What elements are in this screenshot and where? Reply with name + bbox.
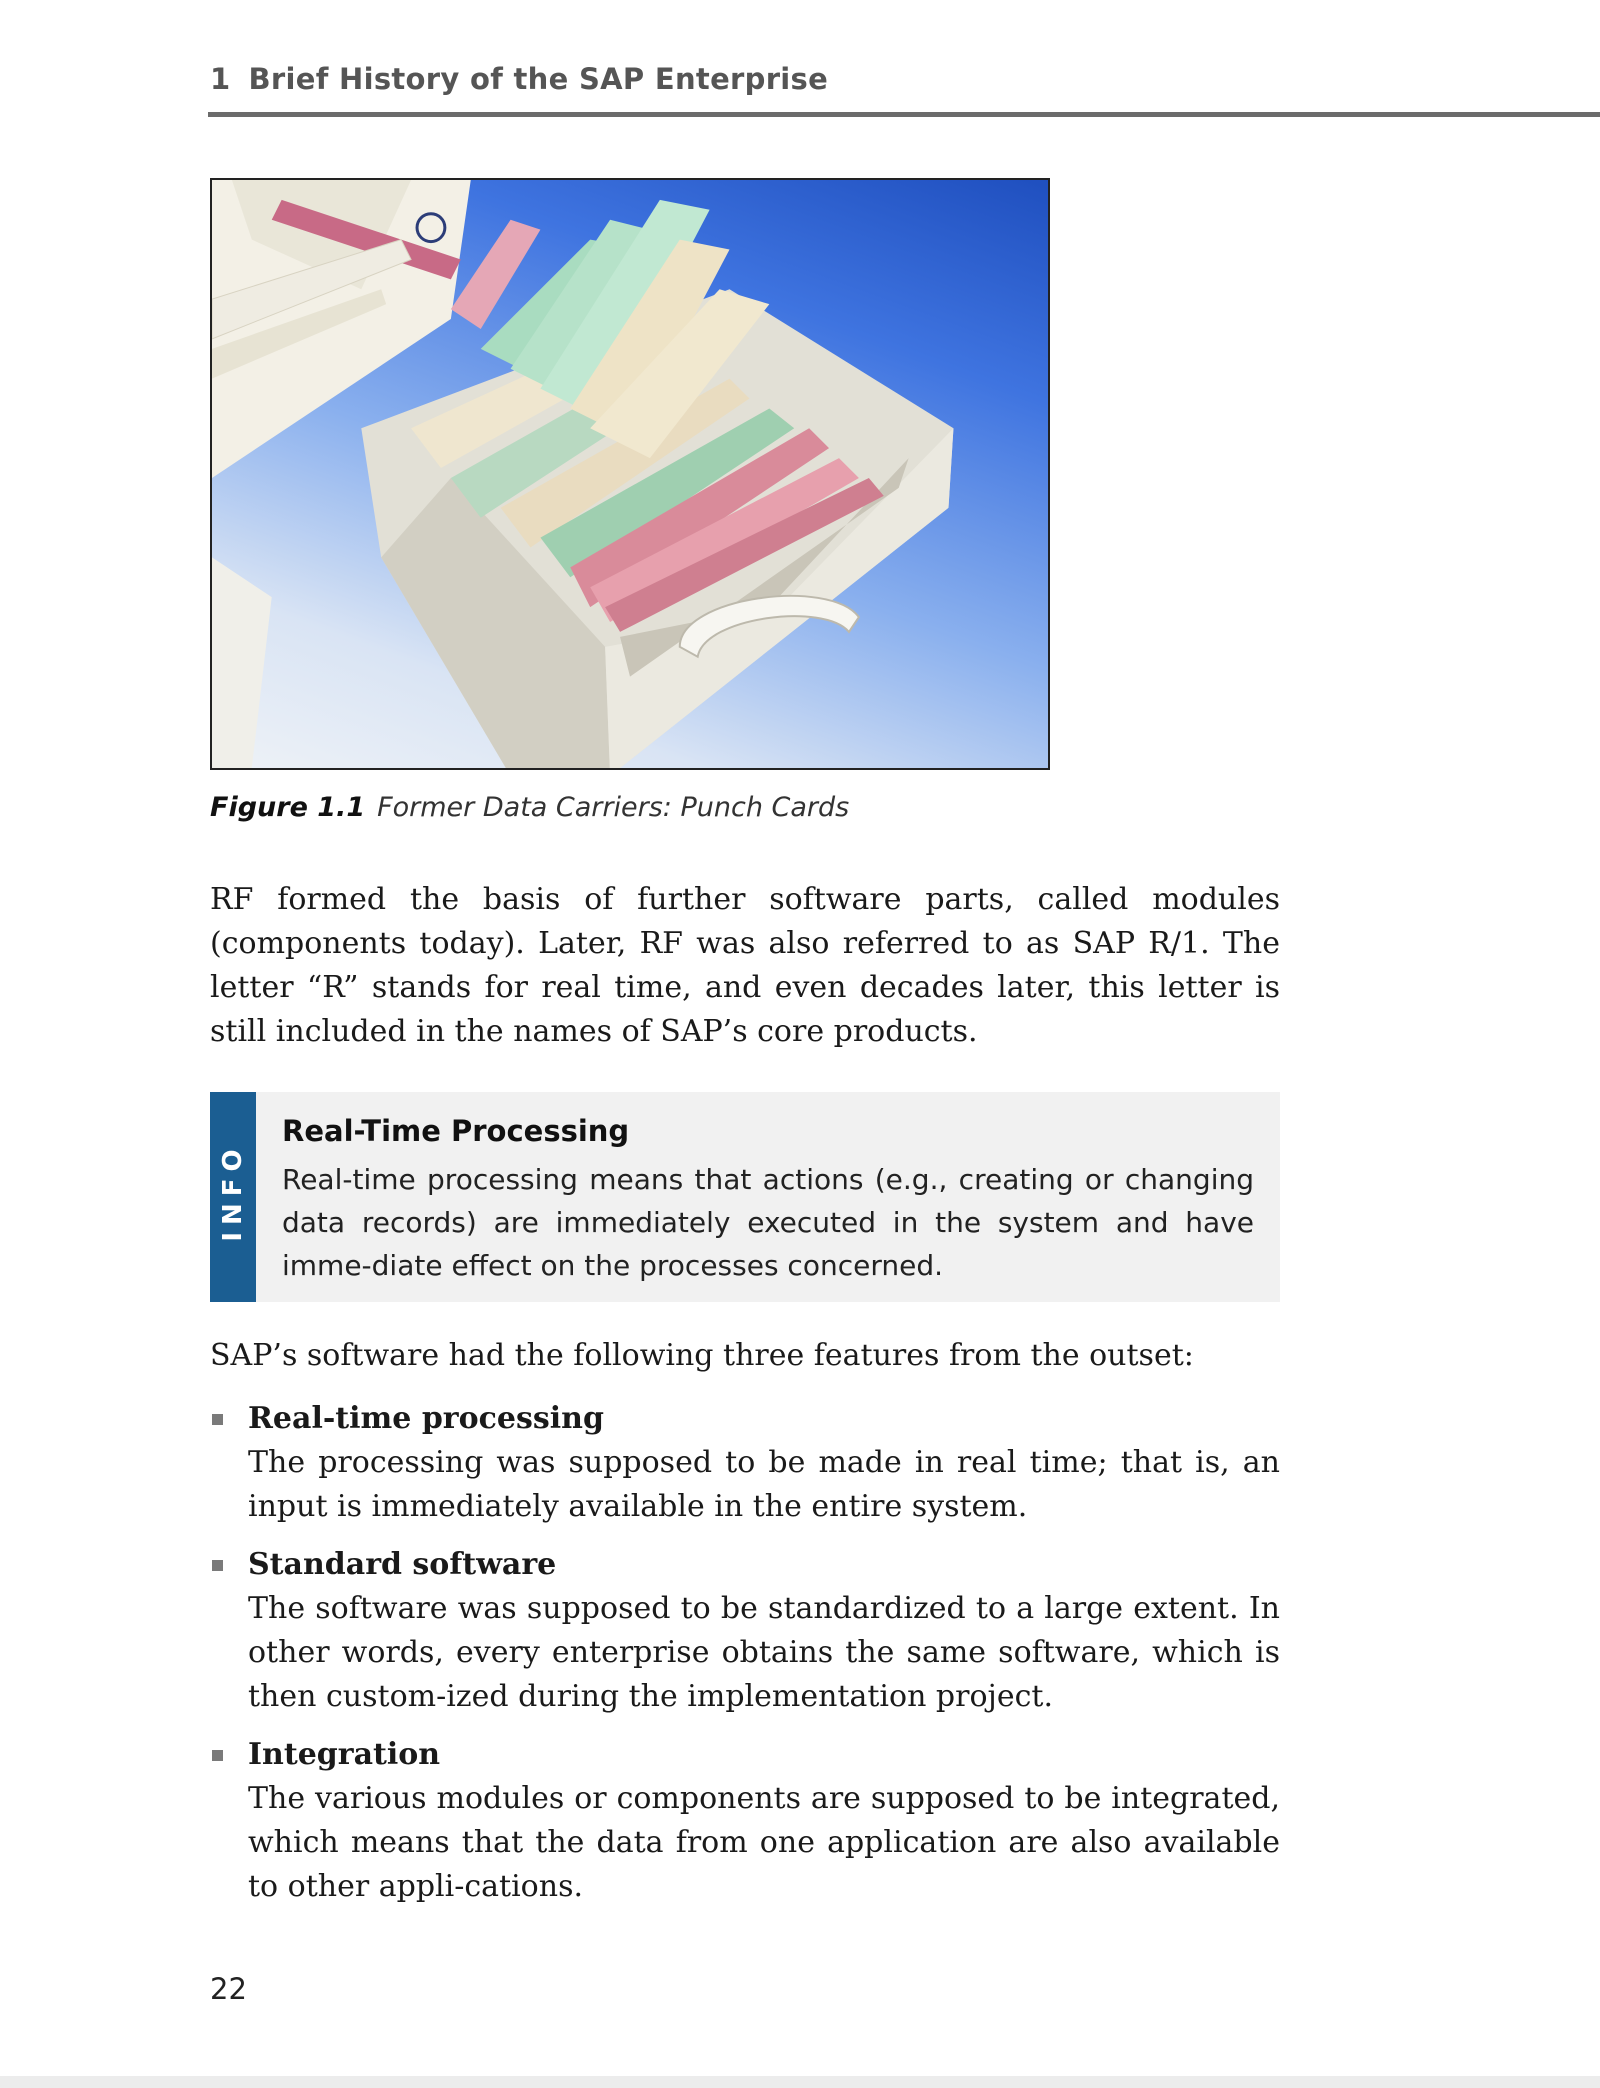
info-tab	[210, 1092, 256, 1302]
punch-card-drawer-illustration	[212, 180, 1048, 768]
list-item	[210, 1543, 1280, 1719]
list-item	[210, 1397, 1280, 1529]
feature-description: The processing was supposed to be made in real time; that is, an input is immediately available in the entire system.	[248, 1445, 1280, 1524]
info-text: Real-time processing means that actions (e.g., creating or changing data records) are immediately executed in the system and have imme-diate effect on the processes concerned.	[282, 1163, 1254, 1282]
page-number: 22	[210, 1972, 247, 2006]
feature-title: Standard software	[248, 1547, 557, 1582]
intro-paragraph: RF formed the basis of further software parts, called modules (components today). Later, RF was also referred to as SAP R/1. The letter “R” stands for real time, and even decades later, this letter is still included in the names of SAP’s core products.	[210, 882, 1280, 1049]
features-lead-paragraph: SAP’s software had the following three features from the outset:	[210, 1338, 1194, 1373]
bullet-square-icon	[212, 1560, 223, 1571]
info-box	[210, 1092, 1280, 1302]
punch-card-photo	[210, 178, 1050, 770]
feature-title: Integration	[248, 1737, 441, 1772]
loose-card	[212, 557, 272, 768]
running-header	[210, 62, 828, 96]
list-item	[210, 1733, 1280, 1909]
figure-label: Figure 1.1	[210, 792, 366, 823]
header-rule	[208, 112, 1600, 117]
bullet-square-icon	[212, 1750, 223, 1761]
info-title: Real-Time Processing	[282, 1114, 630, 1148]
chapter-title: Brief History of the SAP Enterprise	[248, 62, 829, 96]
feature-title: Real-time processing	[248, 1401, 604, 1436]
feature-list	[210, 1397, 1280, 1923]
feature-description: The various modules or components are supposed to be integrated, which means that the data from one application are also available to other appli-cations.	[248, 1781, 1280, 1904]
figure-caption-text: Former Data Carriers: Punch Cards	[377, 792, 850, 823]
feature-description: The software was supposed to be standardized to a large extent. In other words, every enterprise obtains the same software, which is then custom-ized during the implementation project.	[248, 1591, 1280, 1714]
figure-caption	[210, 792, 849, 823]
bullet-square-icon	[212, 1414, 223, 1425]
info-tab-label: INFO	[218, 1142, 248, 1242]
chapter-number: 1	[210, 62, 231, 96]
page-bottom-edge	[0, 2076, 1600, 2088]
